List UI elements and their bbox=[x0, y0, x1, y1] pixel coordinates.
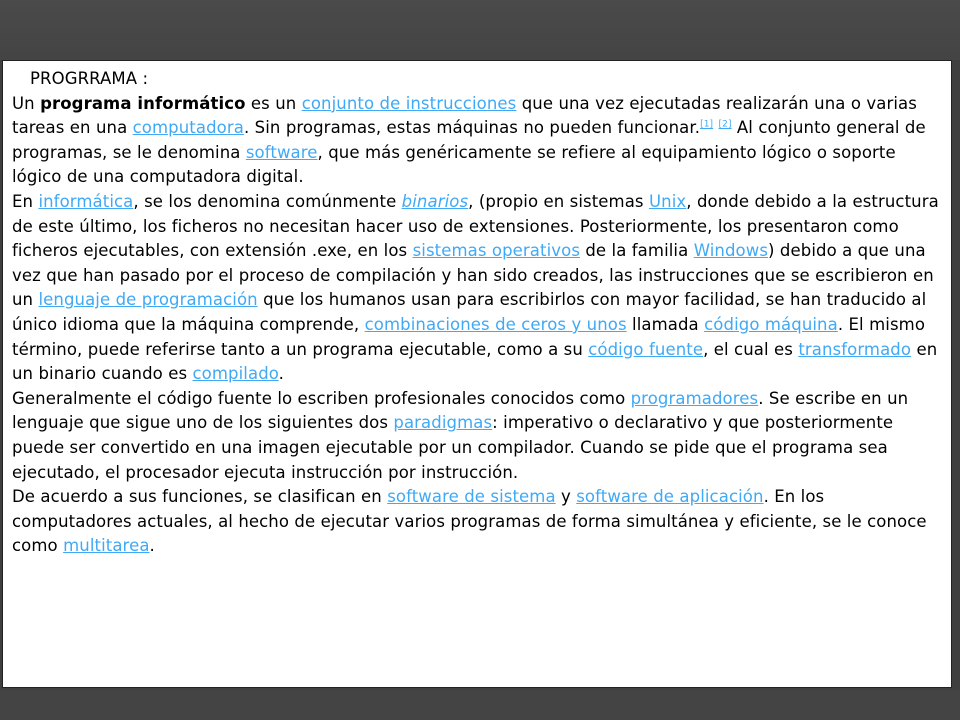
text-run: y bbox=[555, 487, 577, 507]
paragraph-programadores bbox=[12, 387, 942, 485]
link-multitarea[interactable]: multitarea bbox=[63, 536, 150, 556]
link-lenguaje-de-programacion[interactable]: lenguaje de programación bbox=[38, 290, 258, 310]
link-sistemas-operativos[interactable]: sistemas operativos bbox=[412, 241, 581, 261]
link-codigo-maquina[interactable]: código máquina bbox=[704, 314, 838, 334]
content-text-box bbox=[2, 60, 952, 688]
link-compilado[interactable]: compilado bbox=[192, 364, 279, 384]
text-run: de la familia bbox=[580, 241, 694, 261]
link-binarios[interactable]: binarios bbox=[401, 191, 469, 211]
text-run: De acuerdo a sus funciones, se clasifican en bbox=[12, 487, 388, 507]
text-run: en un binario cuando es bbox=[12, 339, 938, 384]
slide-top-band bbox=[0, 0, 960, 60]
link-software[interactable]: software bbox=[245, 142, 318, 162]
link-codigo-fuente[interactable]: código fuente bbox=[588, 339, 704, 359]
text-run: que una vez ejecutadas realizarán una o varias tareas en una bbox=[12, 93, 917, 138]
paragraph-binarios bbox=[12, 190, 942, 387]
link-software-de-aplicacion[interactable]: software de aplicación bbox=[576, 487, 764, 507]
text-run: . Sin programas, estas máquinas no pueden funcionar. bbox=[243, 118, 701, 138]
text-run: ) debido a que una vez que han pasado por el proceso de compilación y han sido creados, las instrucciones que se escribieron en un bbox=[12, 241, 934, 310]
text-run: que los humanos usan para escribirlos con mayor facilidad, se han traducido al único idioma que la máquina comprende, bbox=[12, 290, 927, 334]
link-combinaciones-de-ceros-y-unos[interactable]: combinaciones de ceros y unos bbox=[364, 314, 627, 334]
bold-term: programa informático bbox=[40, 93, 246, 113]
text-run: . bbox=[278, 364, 285, 384]
link-computadora[interactable]: computadora bbox=[132, 118, 244, 138]
text-run: es un bbox=[245, 93, 302, 113]
text-run: . bbox=[149, 536, 155, 556]
section-heading: PROGRRAMA : bbox=[30, 69, 149, 88]
text-run: . El mismo término, puede referirse tanto a un programa ejecutable, como a su bbox=[12, 314, 926, 359]
text-run: Al conjunto general de programas, se le denomina bbox=[12, 118, 926, 162]
text-run: : imperativo o declarativo y que posteriormente puede ser convertido en una imagen ejecutable por un compilador. Cuando se pide que el programa sea ejecutado, el procesador ejecuta instrucción por instrucción. bbox=[12, 413, 894, 482]
link-conjunto-de-instrucciones[interactable]: conjunto de instrucciones bbox=[301, 93, 517, 113]
text-run: En bbox=[12, 191, 39, 211]
paragraph-clasificacion bbox=[12, 485, 942, 559]
text-run: llamada bbox=[626, 314, 705, 334]
paragraph-definition bbox=[12, 92, 942, 190]
slide-bottom-band bbox=[0, 690, 960, 720]
text-run: . Se escribe en un lenguaje que sigue uno de los siguientes dos bbox=[12, 388, 909, 433]
text-run: , (propio en sistemas bbox=[468, 191, 649, 211]
link-unix[interactable]: Unix bbox=[648, 191, 687, 211]
reference-link-2[interactable]: [2] bbox=[718, 119, 732, 130]
text-run: , se los denomina comúnmente bbox=[133, 191, 402, 211]
text-run: , donde debido a la estructura de este último, los ficheros no necesitan hacer uso de extensiones. Posteriormente, los presentaron como ficheros ejecutables, con extensión .exe, en los bbox=[12, 191, 939, 261]
text-run: , que más genéricamente se refiere al equipamiento lógico o soporte lógico de una computadora digital. bbox=[12, 142, 896, 187]
link-transformado[interactable]: transformado bbox=[798, 339, 912, 359]
text-run: Generalmente el código fuente lo escriben profesionales conocidos como bbox=[12, 388, 631, 408]
link-paradigmas[interactable]: paradigmas bbox=[393, 413, 493, 433]
reference-link-1[interactable]: [1] bbox=[700, 119, 714, 130]
link-windows[interactable]: Windows bbox=[693, 241, 769, 261]
text-run: Un bbox=[12, 93, 41, 113]
link-programadores[interactable]: programadores bbox=[630, 388, 759, 408]
link-informatica[interactable]: informática bbox=[38, 191, 134, 211]
link-software-de-sistema[interactable]: software de sistema bbox=[387, 487, 556, 507]
text-run: , el cual es bbox=[703, 339, 799, 359]
text-run: . En los computadores actuales, al hecho de ejecutar varios programas de forma simultánea y eficiente, se le conoce como bbox=[12, 487, 927, 556]
